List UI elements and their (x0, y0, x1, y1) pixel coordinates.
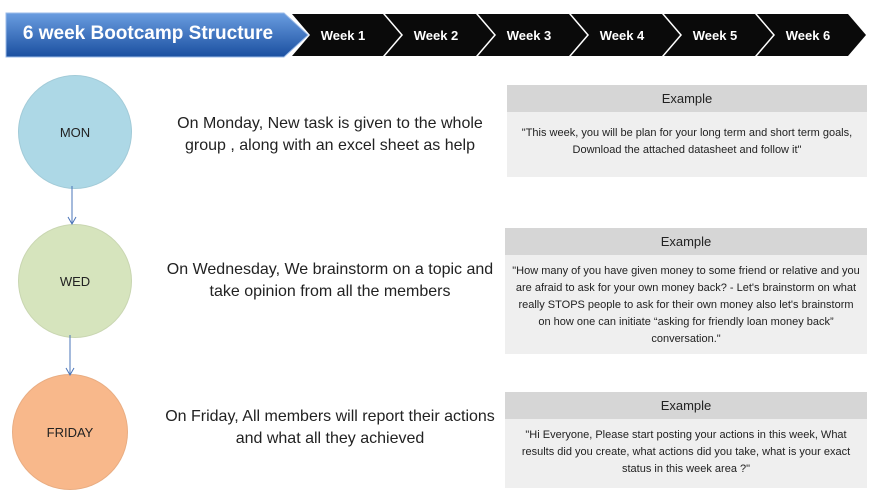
wednesday-example-title: Example (505, 228, 867, 255)
monday-example-title: Example (507, 85, 867, 112)
wednesday-circle (18, 224, 132, 338)
week-2-label: Week 2 (413, 28, 459, 43)
wednesday-description: On Wednesday, We brainstorm on a topic and take opinion from all the members (166, 261, 494, 300)
banner-title: 6 week Bootcamp Structure (22, 23, 274, 44)
wednesday-example-text: "How many of you have given money to some friend or relative and you are afraid to ask for your own money back? - Let's brainstorm on what really STOPS people to ask for their own money also let's brainstorm on how one can initiate “asking for friendly loan money back” conversation." (512, 265, 860, 345)
wednesday-label: WED (59, 273, 91, 289)
friday-example-text: "Hi Everyone, Please start posting your actions in this week, What results did you create, what actions did you take, what is your exact status in this week area ?" (521, 429, 851, 475)
friday-description: On Friday, All members will report their actions and what all they achieved (165, 408, 495, 447)
week-1-label: Week 1 (320, 28, 366, 43)
monday-circle (18, 75, 132, 189)
arrow-wed-to-friday (64, 335, 76, 377)
friday-example-title: Example (505, 392, 867, 419)
week-4-label: Week 4 (599, 28, 645, 43)
monday-label: MON (59, 124, 91, 140)
week-5-label: Week 5 (692, 28, 738, 43)
wednesday-example-box (505, 228, 867, 354)
friday-label: FRIDAY (46, 424, 94, 440)
friday-example-box (505, 392, 867, 488)
week-3-label: Week 3 (506, 28, 552, 43)
monday-example-text: "This week, you will be plan for your long term and short term goals, Download the attached datasheet and follow it" (521, 127, 853, 156)
monday-example-box (507, 85, 867, 177)
friday-circle (12, 374, 128, 490)
arrow-mon-to-wed (66, 186, 78, 226)
monday-description: On Monday, New task is given to the whole group , along with an excel sheet as help (177, 115, 483, 154)
week-6-label: Week 6 (785, 28, 831, 43)
